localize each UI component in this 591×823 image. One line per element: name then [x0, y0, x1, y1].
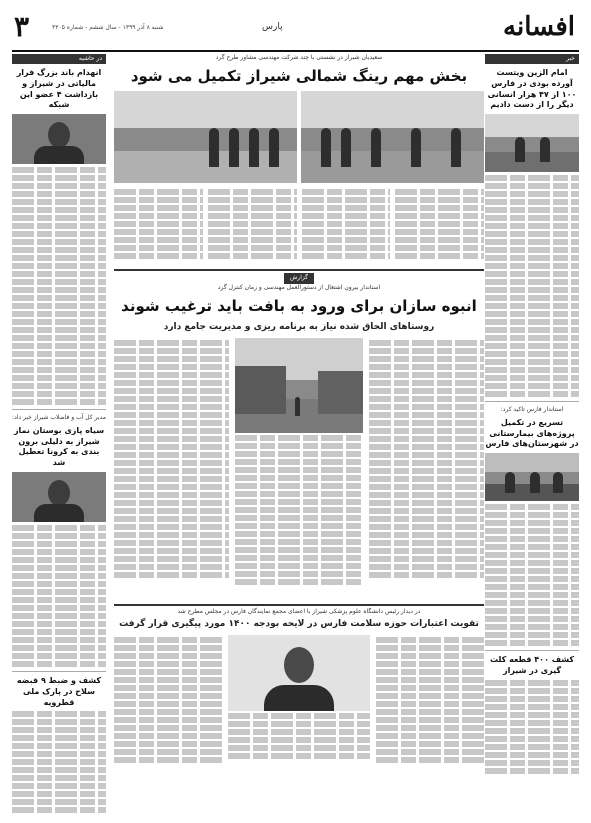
bottom-story-body	[114, 635, 484, 765]
left-story2-title: سیاه پازی بوستان نماز شیراز به دلیلی برون بندی به کرونا تعطیل شد	[13, 425, 105, 468]
right-story3-title: کشف ۴۰۰ قطعه کلت گیری در شیراز	[489, 655, 575, 676]
top-story-headline: بخش مهم رینگ شمالی شیراز تکمیل می شود	[130, 66, 468, 85]
right-story2-kicker: استاندار فارس تاکید کرد:	[500, 406, 564, 414]
left-column	[12, 54, 106, 813]
report-subheadline: روستاهای الحاق شده نیاز به برنامه ریزی و مدیریت جامع دارد	[163, 321, 435, 332]
date-line: شنبه ۸ آذر ۱۳۹۹ - سال ششم - شماره ۳۳۰۵	[52, 24, 164, 31]
left-story2-kicker: مدیر کل آب و فاضلاب شیراز خبر داد:	[12, 414, 106, 422]
report-tag: گزارش	[284, 273, 314, 284]
top-story-photo-1	[114, 91, 297, 183]
right-story2-photo	[485, 453, 579, 501]
report-headline: انبوه سازان برای ورود به بافت باید ترغیب شوند	[121, 296, 477, 315]
masthead	[12, 10, 579, 50]
newspaper-logo: افسانه	[503, 12, 575, 42]
left-story1-portrait	[12, 114, 106, 164]
bottom-story-headline: تقویت اعتبارات حوزه سلامت فارس در لایحه بودجه ۱۴۰۰ مورد پیگیری قرار گرفت	[119, 619, 479, 630]
right-story2-title: تسریع در تکمیل پروژه‌های بیمارستانی در شهرستان‌های فارس	[485, 417, 579, 449]
main-column	[114, 54, 484, 813]
report-kicker: استاندار بیرون اشتغال از دستورالعمل مهندسی و زمان کنترل گرد	[217, 284, 381, 292]
top-story-photos	[114, 91, 484, 183]
report-section	[114, 269, 484, 597]
top-story-photo-2	[301, 91, 484, 183]
left-story3-title: کشف و ضبط ۹ قبضه سلاح در پارک ملی قطرویه	[16, 676, 102, 707]
top-story-body	[114, 187, 484, 265]
sidebar-tag: در حاشیه	[12, 54, 106, 64]
left-story2-portrait	[12, 472, 106, 522]
report-body	[114, 338, 484, 598]
right-story1-photo	[485, 114, 579, 172]
top-story-kicker: سعیدیان شیراز در نشستی با چند شرکت مهندسی مشاور طرح گرد	[215, 54, 383, 61]
bottom-story-photo	[228, 635, 369, 711]
news-tag: خبر	[485, 54, 579, 64]
page-number: ۳	[14, 10, 30, 43]
right-column	[485, 54, 579, 813]
bottom-story	[114, 604, 484, 766]
bottom-story-kicker: در دیدار رئیس دانشگاه علوم پزشکی شیراز با اعضای مجمع نمایندگان فارس در مجلس مطرح شد	[177, 607, 421, 615]
right-story1-title: امام الزین ویتست آورده بودی در فارس ۱۰۰ از ۴۷ هزار انسانی دیگر را از دست دادیم	[487, 68, 577, 110]
report-photo	[235, 338, 362, 433]
header-rule	[12, 50, 579, 52]
left-story1-title: انهدام باند بزرگ فرار مالیاتی در شیراز و بازداشت ۴ عضو این شبکه	[16, 68, 102, 110]
section-name: پارس	[262, 22, 283, 32]
